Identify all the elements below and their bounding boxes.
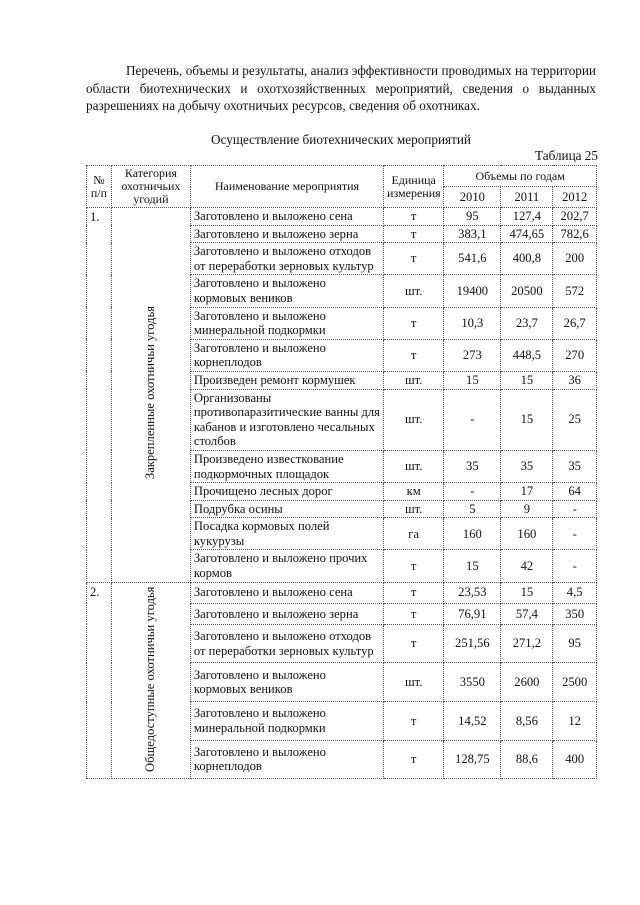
activities-table [86,165,597,779]
activity-name: Заготовлено и выложено зерна [190,225,383,243]
unit: км [384,483,444,501]
unit: т [384,702,444,741]
unit: шт. [384,275,444,307]
value-2012: 95 [553,624,597,663]
unit: т [384,225,444,243]
value-2011: 88,6 [501,740,553,779]
unit: т [384,603,444,624]
value-2010: - [444,483,501,501]
unit: т [384,624,444,663]
header-unit: Единица измерения [384,166,444,208]
unit: т [384,208,444,226]
activity-name: Заготовлено и выложено корнеплодов [190,740,383,779]
section-subtitle: Осуществление биотехнических мероприятий [211,132,471,147]
unit: т [384,550,444,582]
activity-name: Прочищено лесных дорог [190,483,383,501]
value-2012: 12 [553,702,597,741]
header-year-2011: 2011 [501,187,553,208]
value-2011: 160 [501,518,553,550]
unit: т [384,582,444,603]
unit: т [384,339,444,371]
value-2011: 9 [501,500,553,518]
activity-name: Заготовлено и выложено минеральной подкормки [190,702,383,741]
unit: т [384,307,444,339]
header-category: Категория охотничьих угодий [111,166,190,208]
value-2010: 251,56 [444,624,501,663]
value-2011: 17 [501,483,553,501]
value-2012: - [553,518,597,550]
value-2010: 15 [444,371,501,389]
activity-name: Заготовлено и выложено отходов от переработки зерновых культур [190,624,383,663]
value-2012: 4,5 [553,582,597,603]
value-2010: 14,52 [444,702,501,741]
activity-name: Заготовлено и выложено кормовых веников [190,275,383,307]
group-number: 2. [87,582,112,779]
table-row [87,208,597,226]
unit: шт. [384,371,444,389]
value-2011: 15 [501,582,553,603]
header-name: Наименование мероприятия [190,166,383,208]
unit: шт. [384,500,444,518]
activity-name: Организованы противопаразитические ванны для кабанов и изготовлено чесальных столбов [190,389,383,450]
value-2012: 572 [553,275,597,307]
unit: шт. [384,663,444,702]
unit: т [384,740,444,779]
unit: т [384,243,444,275]
value-2012: 400 [553,740,597,779]
value-2012: 200 [553,243,597,275]
value-2010: 3550 [444,663,501,702]
value-2011: 15 [501,389,553,450]
value-2010: 541,6 [444,243,501,275]
activity-name: Посадка кормовых полей кукурузы [190,518,383,550]
value-2012: 64 [553,483,597,501]
value-2012: - [553,500,597,518]
activity-name: Заготовлено и выложено кормовых веников [190,663,383,702]
header-year-2010: 2010 [444,187,501,208]
group-category: Закрепленные охотничьи угодья [143,306,158,480]
value-2012: 270 [553,339,597,371]
unit: шт. [384,450,444,482]
value-2012: 36 [553,371,597,389]
value-2012: 26,7 [553,307,597,339]
value-2011: 271,2 [501,624,553,663]
activity-name: Заготовлено и выложено минеральной подкормки [190,307,383,339]
activity-name: Произведено известкование подкормочных площадок [190,450,383,482]
value-2010: 95 [444,208,501,226]
value-2011: 448,5 [501,339,553,371]
value-2010: 19400 [444,275,501,307]
value-2011: 42 [501,550,553,582]
value-2010: 76,91 [444,603,501,624]
header-year-2012: 2012 [553,187,597,208]
activity-name: Заготовлено и выложено отходов от переработки зерновых культур [190,243,383,275]
activity-name: Подрубка осины [190,500,383,518]
value-2012: 782,6 [553,225,597,243]
activity-name: Произведен ремонт кормушек [190,371,383,389]
value-2012: 35 [553,450,597,482]
value-2010: 128,75 [444,740,501,779]
group-number: 1. [87,208,112,583]
activity-name: Заготовлено и выложено корнеплодов [190,339,383,371]
value-2011: 474,65 [501,225,553,243]
value-2010: - [444,389,501,450]
value-2010: 5 [444,500,501,518]
value-2011: 23,7 [501,307,553,339]
value-2010: 35 [444,450,501,482]
activity-name: Заготовлено и выложено сена [190,208,383,226]
value-2010: 10,3 [444,307,501,339]
value-2012: 202,7 [553,208,597,226]
group-category-cell [111,582,190,779]
value-2012: 350 [553,603,597,624]
value-2010: 23,53 [444,582,501,603]
table-body [87,208,597,779]
value-2010: 383,1 [444,225,501,243]
group-category: Общедоступные охотничьи угодья [143,585,158,772]
value-2011: 35 [501,450,553,482]
table-number: Таблица 25 [535,148,598,163]
value-2011: 400,8 [501,243,553,275]
value-2011: 20500 [501,275,553,307]
header-volumes: Объемы по годам [444,166,597,187]
value-2011: 127,4 [501,208,553,226]
value-2011: 2600 [501,663,553,702]
group-category-cell [111,208,190,583]
value-2010: 15 [444,550,501,582]
value-2012: - [553,550,597,582]
header-num: № п/п [87,166,112,208]
value-2012: 25 [553,389,597,450]
value-2012: 2500 [553,663,597,702]
activity-name: Заготовлено и выложено прочих кормов [190,550,383,582]
intro-paragraph: Перечень, объемы и результаты, анализ эффективности проводимых на территории области биотехнических и охотхозяйственных мероприятий, сведения о выданных разрешениях на добычу охотничьих ресурсов, сведения об охотниках. [86,63,596,113]
unit: га [384,518,444,550]
unit: шт. [384,389,444,450]
table-row [87,582,597,603]
activity-name: Заготовлено и выложено сена [190,582,383,603]
value-2010: 273 [444,339,501,371]
value-2010: 160 [444,518,501,550]
value-2011: 57,4 [501,603,553,624]
value-2011: 15 [501,371,553,389]
value-2011: 8,56 [501,702,553,741]
activity-name: Заготовлено и выложено зерна [190,603,383,624]
